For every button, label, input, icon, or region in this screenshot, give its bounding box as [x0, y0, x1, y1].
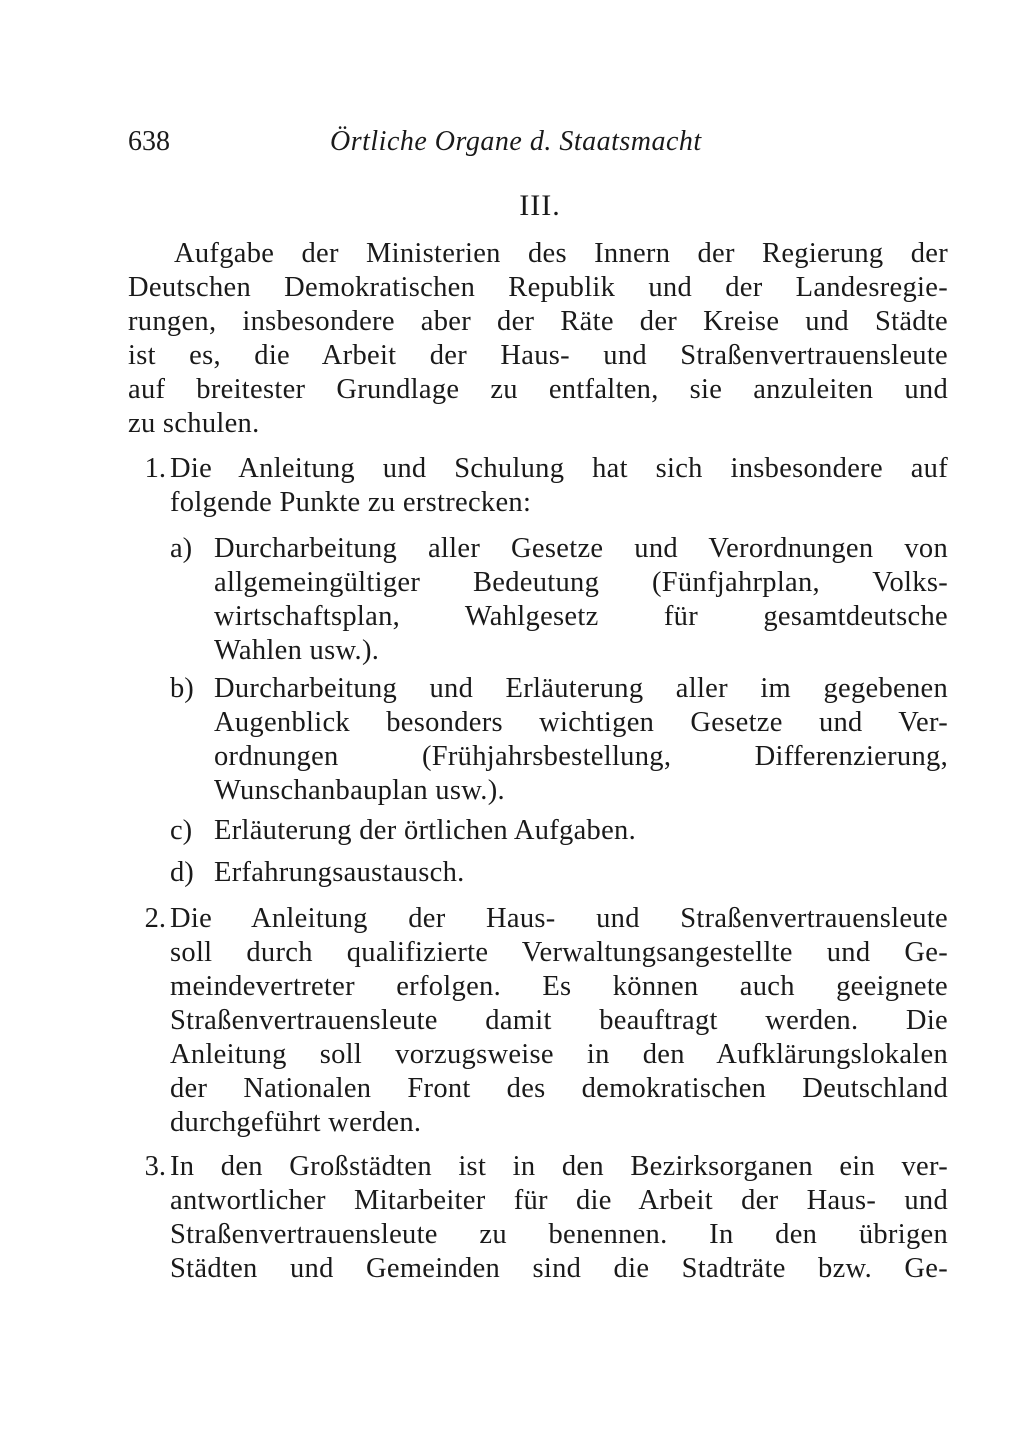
list-item-body	[170, 452, 948, 520]
text-line: Deutschen Demokratischen Republik und der Landesregie-	[128, 272, 948, 303]
text-line: rungen, insbesondere aber der Räte der Kreise und Städte	[128, 306, 948, 337]
list-item-number: 3.	[144, 1151, 166, 1182]
sub-item-body	[214, 814, 948, 848]
text-line: der Nationalen Front des demokratischen Deutschland	[170, 1073, 948, 1104]
page-number: 638	[128, 126, 170, 157]
sub-item-body	[214, 532, 948, 668]
text-line: Augenblick besonders wichtigen Gesetze und Ver-	[214, 707, 948, 738]
text-line: Die Anleitung der Haus- und Straßenvertrauensleute	[170, 903, 948, 934]
text-line: Wunschanbauplan usw.).	[214, 775, 505, 806]
text-line: Durcharbeitung und Erläuterung aller im gegebenen	[214, 673, 948, 704]
sub-item-label: d)	[170, 857, 194, 888]
sub-item-label: b)	[170, 673, 194, 704]
intro-paragraph	[128, 237, 948, 441]
text-line: Erläuterung der örtlichen Aufgaben.	[214, 815, 637, 846]
text-line: Durcharbeitung aller Gesetze und Verordnungen von	[214, 533, 948, 564]
section-heading: III.	[519, 189, 561, 222]
text-line: soll durch qualifizierte Verwaltungsangestellte und Ge-	[170, 937, 948, 968]
text-line: antwortlicher Mitarbeiter für die Arbeit der Haus- und	[170, 1185, 948, 1216]
sub-item-body	[214, 856, 948, 890]
text-line: Die Anleitung und Schulung hat sich insbesondere auf	[170, 453, 948, 484]
sub-item-body	[214, 672, 948, 808]
text-line: ist es, die Arbeit der Haus- und Straßenvertrauensleute	[128, 340, 948, 371]
text-line: Straßenvertrauensleute damit beauftragt werden. Die	[170, 1005, 948, 1036]
text-line: In den Großstädten ist in den Bezirksorganen ein ver-	[170, 1151, 948, 1182]
sub-item-label: a)	[170, 533, 193, 564]
running-head	[128, 122, 948, 162]
text-line: meindevertreter erfolgen. Es können auch geeignete	[170, 971, 948, 1002]
list-item-body	[170, 902, 948, 1140]
text-line: allgemeingültiger Bedeutung (Fünfjahrplan, Volks-	[214, 567, 948, 598]
text-line: Straßenvertrauensleute zu benennen. In den übrigen	[170, 1219, 948, 1250]
text-line: ordnungen (Frühjahrsbestellung, Differenzierung,	[214, 741, 948, 772]
list-item-body	[170, 1150, 948, 1286]
text-line: zu schulen.	[128, 408, 260, 439]
text-line: Anleitung soll vorzugsweise in den Aufklärungslokalen	[170, 1039, 948, 1070]
running-title: Örtliche Organe d. Staatsmacht	[330, 126, 702, 157]
text-line: Aufgabe der Ministerien des Innern der Regierung der	[174, 238, 948, 269]
text-line: auf breitester Grundlage zu entfalten, sie anzuleiten und	[128, 374, 948, 405]
text-line: Wahlen usw.).	[214, 635, 380, 666]
text-line: Städten und Gemeinden sind die Stadträte bzw. Ge-	[170, 1253, 948, 1284]
list-item-number: 1.	[144, 453, 166, 484]
text-line: Erfahrungsaustausch.	[214, 857, 465, 888]
sub-item-label: c)	[170, 815, 193, 846]
list-item-number: 2.	[144, 903, 166, 934]
text-line: folgende Punkte zu erstrecken:	[170, 487, 532, 518]
text-line: durchgeführt werden.	[170, 1107, 422, 1138]
text-line: wirtschaftsplan, Wahlgesetz für gesamtdeutsche	[214, 601, 948, 632]
